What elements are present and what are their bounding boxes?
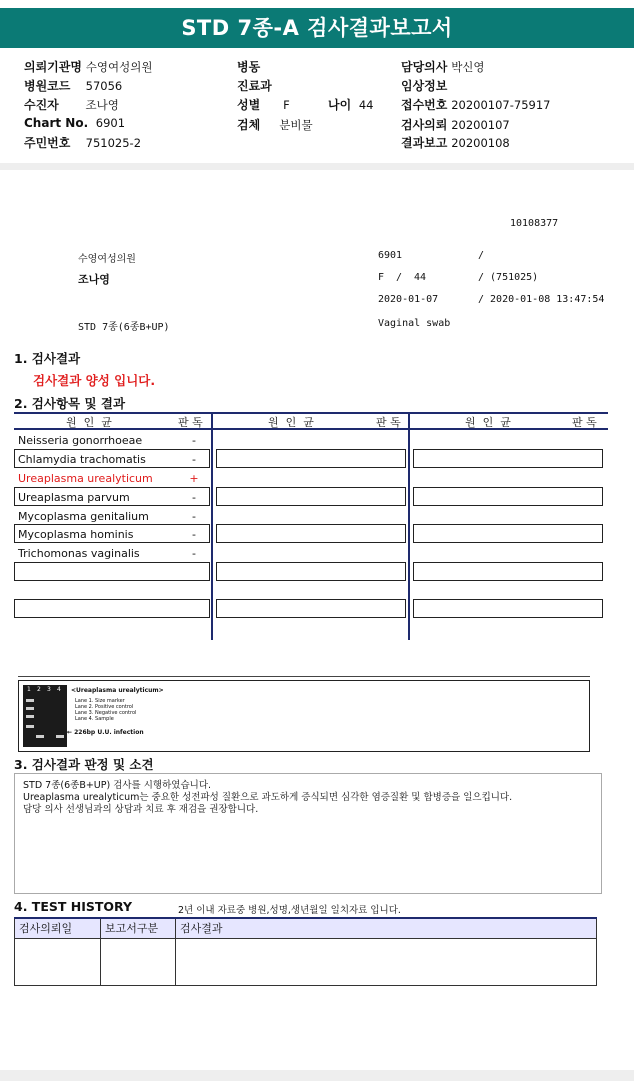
reported-date: / 2020-01-08 13:47:54 [478, 294, 605, 305]
received-date: 2020-01-07 [378, 294, 439, 305]
cell-box [216, 487, 406, 506]
history-cell [176, 938, 597, 985]
opinion-box [14, 773, 602, 894]
table-divider-2 [408, 412, 410, 640]
history-note: 2년 이내 자료중 병원,성명,생년월일 일치자료 입니다. [178, 905, 401, 916]
slash: / [478, 250, 485, 261]
gel-band [26, 699, 34, 702]
history-header-row [15, 918, 597, 938]
separator [0, 163, 634, 170]
organism-name: Chlamydia trachomatis [18, 453, 146, 466]
gel-band-label: ← 226bp U.U. infection [67, 729, 144, 736]
organism-result: - [192, 434, 196, 447]
history-table [14, 917, 597, 986]
history-col-type: 보고서구분 [101, 918, 176, 938]
section-1-title: 1. 검사결과 [14, 351, 81, 366]
col-result-1: 판 독 [178, 416, 203, 429]
hdr-r4-c2: 결과보고 20200108 [401, 136, 510, 150]
hdr-r1-c1: 진료과 [237, 79, 272, 93]
table-divider-1 [211, 412, 213, 640]
organism-name: Ureaplasma parvum [18, 491, 130, 504]
cell-box [14, 562, 210, 581]
gel-top-rule [18, 676, 590, 677]
col-result-3: 판 독 [572, 416, 597, 429]
organism-result: - [192, 528, 196, 541]
hdr-r1-c2: 임상정보 [401, 79, 448, 93]
hdr-age: 나이 44 [328, 98, 374, 112]
hdr-r2-c2: 접수번호 20200107-75917 [401, 98, 551, 112]
hdr-r3-c0: Chart No. 6901 [24, 116, 126, 130]
gel-legend-item: Lane 4. Sample [75, 716, 114, 722]
opinion-line: STD 7종(6종B+UP) 검사를 시행하였습니다. [23, 780, 212, 791]
gel-image [23, 685, 67, 747]
patient-name: 조나영 [78, 273, 110, 286]
hdr-r1-c0: 병원코드 57056 [24, 79, 123, 93]
history-cell [15, 938, 101, 985]
section-2-title: 2. 검사항목 및 결과 [14, 396, 126, 411]
hdr-r0-c0: 의뢰기관명 수영여성의원 [24, 60, 153, 74]
history-empty-row [15, 938, 597, 985]
organism-name-positive: Ureaplasma urealyticum [18, 472, 153, 485]
chart-number: 6901 [378, 250, 403, 261]
opinion-line: Ureaplasma urealyticum는 중요한 성전파성 질환으로 과도하게 증식되면 심각한 염증질환 및 합병증을 일으킵니다. [23, 792, 513, 803]
cell-box [216, 599, 406, 618]
cell-box [413, 487, 603, 506]
test-name: STD 7종(6종B+UP) [78, 322, 170, 333]
gel-image-panel [18, 680, 590, 752]
report-title: STD 7종-A 검사결과보고서 [0, 8, 634, 48]
cell-box [413, 562, 603, 581]
gel-band [26, 707, 34, 710]
hdr-r4-c0: 주민번호 751025-2 [24, 136, 142, 150]
clinic-name: 수영여성의원 [78, 254, 136, 265]
cell-box [216, 449, 406, 468]
gel-legend-item: Lane 2. Positive control [75, 704, 134, 710]
specimen: Vaginal swab [378, 318, 451, 329]
organism-name: Trichomonas vaginalis [18, 547, 140, 560]
gel-legend-item: Lane 1. Size marker [75, 698, 125, 704]
col-organism-1: 원 인 균 [66, 416, 112, 429]
gel-legend [75, 698, 136, 722]
organism-result: - [192, 453, 196, 466]
hdr-r0-c1: 병동 [237, 60, 261, 74]
cell-box [14, 599, 210, 618]
patient-age: 44 [414, 272, 427, 283]
hdr-r3-c1: 검체 분비물 [237, 118, 313, 132]
organism-name: Neisseria gonorrhoeae [18, 434, 143, 447]
organism-name: Mycoplasma hominis [18, 528, 134, 541]
opinion-line: 담당 의사 선생님과의 상담과 치료 후 재검을 권장합니다. [23, 804, 259, 815]
gel-band [56, 735, 64, 738]
result-summary: 검사결과 양성 입니다. [33, 373, 156, 388]
hdr-r2-c0: 수진자 조나영 [24, 98, 119, 112]
col-organism-3: 원 인 균 [465, 416, 511, 429]
cell-box [413, 524, 603, 543]
col-organism-2: 원 인 균 [268, 416, 314, 429]
organism-result: - [192, 510, 196, 523]
patient-sex: F [378, 272, 385, 283]
cell-box [216, 562, 406, 581]
gel-band [36, 735, 44, 738]
report-number: 10108377 [510, 218, 559, 229]
hdr-r2-c1: 성별 F [237, 98, 290, 112]
history-cell [101, 938, 176, 985]
sex-age-sep: / [396, 272, 403, 283]
gel-band [26, 715, 34, 718]
organism-result: - [192, 547, 196, 560]
cell-box [413, 599, 603, 618]
gel-title: <Ureaplasma urealyticum> [71, 687, 164, 694]
section-4-title: 4. TEST HISTORY [14, 899, 133, 914]
organism-result: - [192, 491, 196, 504]
history-col-date: 검사의뢰일 [15, 918, 101, 938]
lane-number: 4 [57, 686, 61, 693]
footer-band [0, 1070, 634, 1081]
cell-box [413, 449, 603, 468]
hdr-r0-c2: 담당의사 박신영 [401, 60, 485, 74]
history-col-result: 검사결과 [176, 918, 597, 938]
organism-result-positive: + [189, 472, 199, 485]
section-3-title: 3. 검사결과 판정 및 소견 [14, 757, 154, 772]
lane-number: 2 [37, 686, 41, 693]
gel-band [26, 725, 34, 728]
organism-name: Mycoplasma genitalium [18, 510, 149, 523]
cell-box [216, 524, 406, 543]
gel-legend-item: Lane 3. Negative control [75, 710, 137, 716]
col-result-2: 판 독 [376, 416, 401, 429]
lane-number: 3 [47, 686, 51, 693]
patient-id: / (751025) [478, 272, 539, 283]
lane-number: 1 [27, 686, 31, 693]
hdr-r3-c2: 검사의뢰 20200107 [401, 118, 510, 132]
